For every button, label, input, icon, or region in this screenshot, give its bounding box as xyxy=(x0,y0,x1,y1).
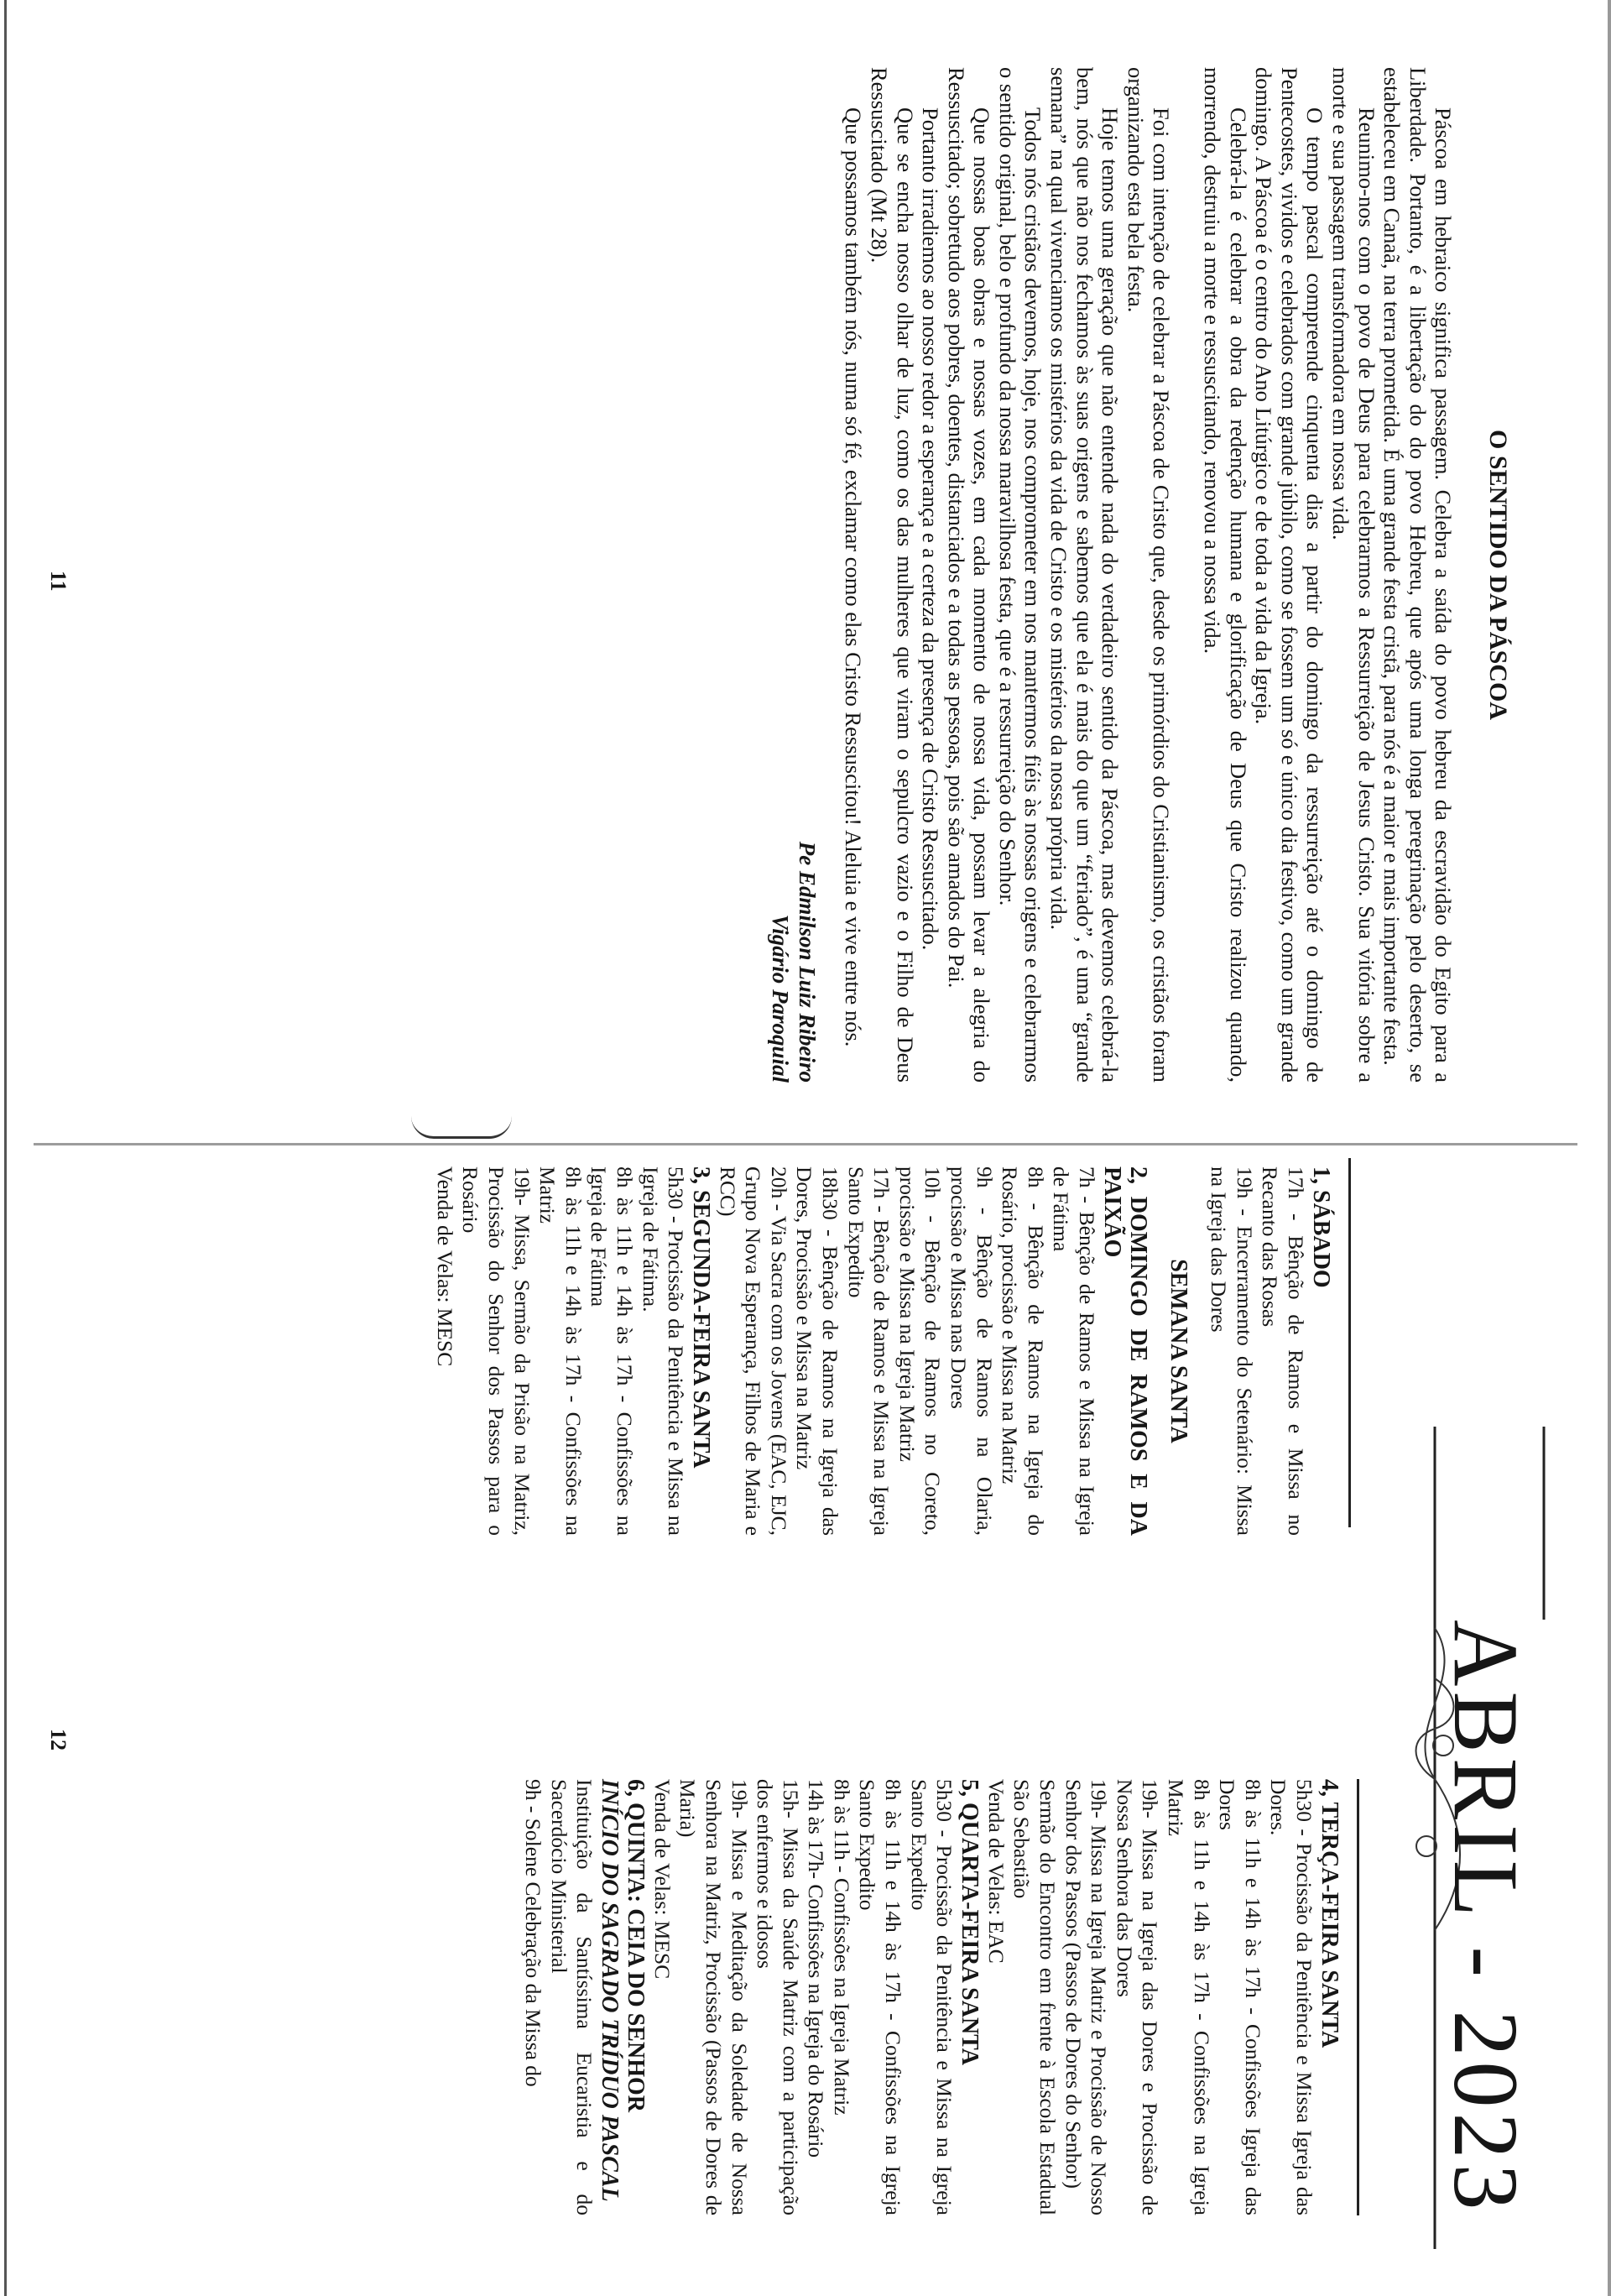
schedule-entry: Sermão do Encontro em frente à Escola Estadual São Sebastião xyxy=(1009,1779,1061,2215)
schedule-column-left xyxy=(431,1166,1334,1536)
schedule-entry: 8h às 11h - Confissões na Igreja Matriz xyxy=(829,1779,854,2116)
section-title: SEMANA SANTA xyxy=(1165,1259,1191,1443)
schedule-entry: 14h às 17h- Confissões na Igreja do Rosário xyxy=(804,1779,829,2158)
schedule-entry: 17h - Bênção de Ramos e Missa na Igreja Santo Expedito xyxy=(843,1166,894,1536)
day-heading: 1, SÁBADO xyxy=(1308,1166,1334,1288)
schedule-entry: 18h30 - Bênção de Ramos na Igreja das Dores, Procissão e Missa na Matriz xyxy=(792,1166,843,1536)
article-paragraph: Reunimo-nos com o povo de Deus para celebrarmos a Ressurreição de Jesus Cristo. Sua vitória sobre a morte e sua passagem transformadora em nossa vida. xyxy=(1328,67,1379,1083)
schedule-entry: 5h30 - Procissão da Penitência e Missa Igreja das Dores. xyxy=(1266,1779,1316,2215)
schedule-entry: 8h às 11h e 14h às 17h - Confissões na Igreja Matriz xyxy=(1164,1779,1214,2215)
schedule-entry: 8h às 11h e 14h às 17h - Confissões na Igreja Santo Expedito xyxy=(855,1779,906,2215)
schedule-entry: 20h - Via Sacra com os Jovens (EAC, EJC, Grupo Nova Esperança, Filhos de Maria e RCC) xyxy=(715,1166,791,1536)
page-number-right: 12 xyxy=(46,1729,70,1751)
page-fold-line xyxy=(34,1143,1577,1145)
schedule-entry: Venda de Velas: MESC xyxy=(432,1166,457,1367)
article-title: O SENTIDO DA PÁSCOA xyxy=(1484,430,1512,720)
schedule-entry: 9h - Bênção de Ramos na Olaria, procissão e Missa nas Dores xyxy=(946,1166,997,1536)
day-heading: 6, QUINTA: CEIA DO SENHOR xyxy=(623,1779,649,2112)
schedule-entry: 7h - Bênção de Ramos e Missa na Igreja de Fátima xyxy=(1049,1166,1100,1536)
article-o-sentido-da-pascoa xyxy=(767,67,1510,1083)
article-paragraph: Todos nós cristãos devemos, hoje, nos comprometer em nos mantermos fiéis às nossas origens e celebrarmos o sentido original, belo e profundo da nossa maravilhosa festa, que é a ressurreição do Senhor. xyxy=(994,67,1046,1083)
schedule-entry: 8h às 11h e 14h às 17h - Confissões na Matriz xyxy=(535,1166,586,1536)
schedule-entry: 19h- Missa, Sermão da Prisão na Matriz, Procissão do Senhor dos Passos para o Rosário xyxy=(458,1166,534,1536)
day-heading: 4, TERÇA-FEIRA SANTA xyxy=(1316,1779,1342,2048)
schedule-entry: Venda de Velas: MESC xyxy=(649,1779,675,1980)
decorative-bracket xyxy=(411,1116,512,1139)
schedule-entry: 8h às 11h e 14h às 17h - Confissões na Igreja de Fátima xyxy=(587,1166,637,1536)
schedule-entry: 9h - Solene Celebração da Missa do xyxy=(520,1779,545,2087)
month-header xyxy=(1384,1427,1561,2249)
schedule-entry: 19h - Encerramento do Setenário: Missa na Igreja das Dores xyxy=(1207,1166,1257,1536)
schedule-entry: 10h - Bênção de Ramos no Coreto, procissão e Missa na Igreja Matriz xyxy=(894,1166,946,1536)
schedule-entry: 5h30 - Procissão da Penitência e Missa na Igreja Santo Expedito xyxy=(906,1779,957,2215)
article-paragraph: Que nossas boas obras e nossas vozes, em cada momento de nossa vida, possam levar a alegria do Ressuscitado; sobretudo aos pobres, doentes, distanciados e a todas as pessoas, pois são amados do Pai. xyxy=(943,67,995,1083)
schedule-entry: 5h30 - Procissão da Penitência e Missa na Igreja de Fátima. xyxy=(638,1166,689,1536)
month-title: ABRIL - 2023 xyxy=(1435,1620,1537,2215)
schedule-entry: 17h - Bênção de Ramos e Missa no Recanto das Rosas xyxy=(1258,1166,1308,1536)
article-paragraph: Que se encha nosso olhar de luz, como os das mulheres que viram o sepulcro vazio e o Filho de Deus Ressuscitado (Mt 28). xyxy=(866,67,918,1083)
day-subheading: INÍCIO DO SAGRADO TRÍDUO PASCAL xyxy=(597,1779,623,2202)
column-divider xyxy=(1357,1779,1359,2215)
schedule-entry: 19h- Missa na Igreja Matriz e Procissão de Nosso Senhor dos Passos (Passos de Dores do Senhor) xyxy=(1061,1779,1112,2215)
schedule-entry: 15h- Missa da Saúde Matriz com a participação dos enfermos e idosos xyxy=(753,1779,803,2215)
signature-name: Pe Edmilson Luiz Ribeiro xyxy=(794,841,820,1083)
article-paragraph: Que possamos também nós, numa só fé, exclamar como elas Cristo Ressuscitou! Aleluia e vive entre nós. xyxy=(841,107,867,1047)
article-paragraph: Hoje temos uma geração que não entende nada do verdadeiro sentido da Páscoa, mas devemos celebrá-la bem, nós que não nos fechamos às suas origens e sabemos que ela é mais do que um “feriado”, é uma “grande semana” na qual vivenciamos os mistérios da vida de Cristo e os mistérios da nossa própria vida. xyxy=(1046,67,1124,1083)
schedule-column-right xyxy=(519,1779,1342,2215)
article-paragraph: O tempo pascal compreende cinquenta dias a partir do domingo da ressurreição até o domingo de Pentecostes, vividos e celebrados com grande júbilo, como se fossem um só e único dia festivo, como um grande domingo. A Páscoa é o centro do Ano Litúrgico e de toda a vida da Igreja. xyxy=(1251,67,1328,1083)
day-heading: 3, SEGUNDA-FEIRA SANTA xyxy=(688,1166,715,1469)
signature-role: Vigário Paroquial xyxy=(767,914,793,1083)
article-paragraph: Foi com intenção de celebrar a Páscoa de Cristo que, desde os primórdios do Cristianismo, os cristãos foram organizando esta bela festa. xyxy=(1123,67,1175,1083)
column-divider xyxy=(1348,1158,1351,1527)
article-paragraph: Portanto irradiemos ao nosso redor a esperança e a certeza da presença de Cristo Ressuscitado. xyxy=(918,107,944,951)
schedule-entry: 19h- Missa na Igreja das Dores e Procissão de Nossa Senhora das Dores xyxy=(1112,1779,1163,2215)
signature-block xyxy=(767,67,821,1083)
schedule-entry: 8h às 11h e 14h às 17h - Confissões Igreja das Dores xyxy=(1215,1779,1265,2215)
day-heading: 2, DOMINGO DE RAMOS E DA PAIXÃO xyxy=(1099,1166,1152,1536)
schedule-entry: 8h - Bênção de Ramos na Igreja do Rosário, procissão e Missa na Matriz xyxy=(998,1166,1048,1536)
schedule-entry: Instituição da Santíssima Eucaristia e do Sacerdócio Ministerial xyxy=(546,1779,597,2215)
schedule-entry: Venda de Velas: EAC xyxy=(983,1779,1009,1964)
article-paragraph: Páscoa em hebraico significa passagem. Celebra a saída do povo hebreu da escravidão do Egito para a Liberdade. Portanto, é a libertação do do povo Hebreu, que após uma longa peregrinação pelo deserto, se estabeleceu em Canaã, na terra prometida. É uma grande festa cristã, para nós é a maior e mais importante festa. xyxy=(1379,67,1457,1083)
article-paragraph: Celebrá-la é celebrar a obra da redenção humana e glorificação de Deus que Cristo realizou quando, morrendo, destruiu a morte e ressuscitando, renovou a nossa vida. xyxy=(1200,67,1251,1083)
schedule-entry: 19h- Missa e Meditação da Soledade de Nossa Senhora na Matriz, Procissão (Passos de Dores de Maria) xyxy=(675,1779,752,2215)
day-heading: 5, QUARTA-FEIRA SANTA xyxy=(957,1779,983,2066)
page-number-left: 11 xyxy=(46,571,70,592)
